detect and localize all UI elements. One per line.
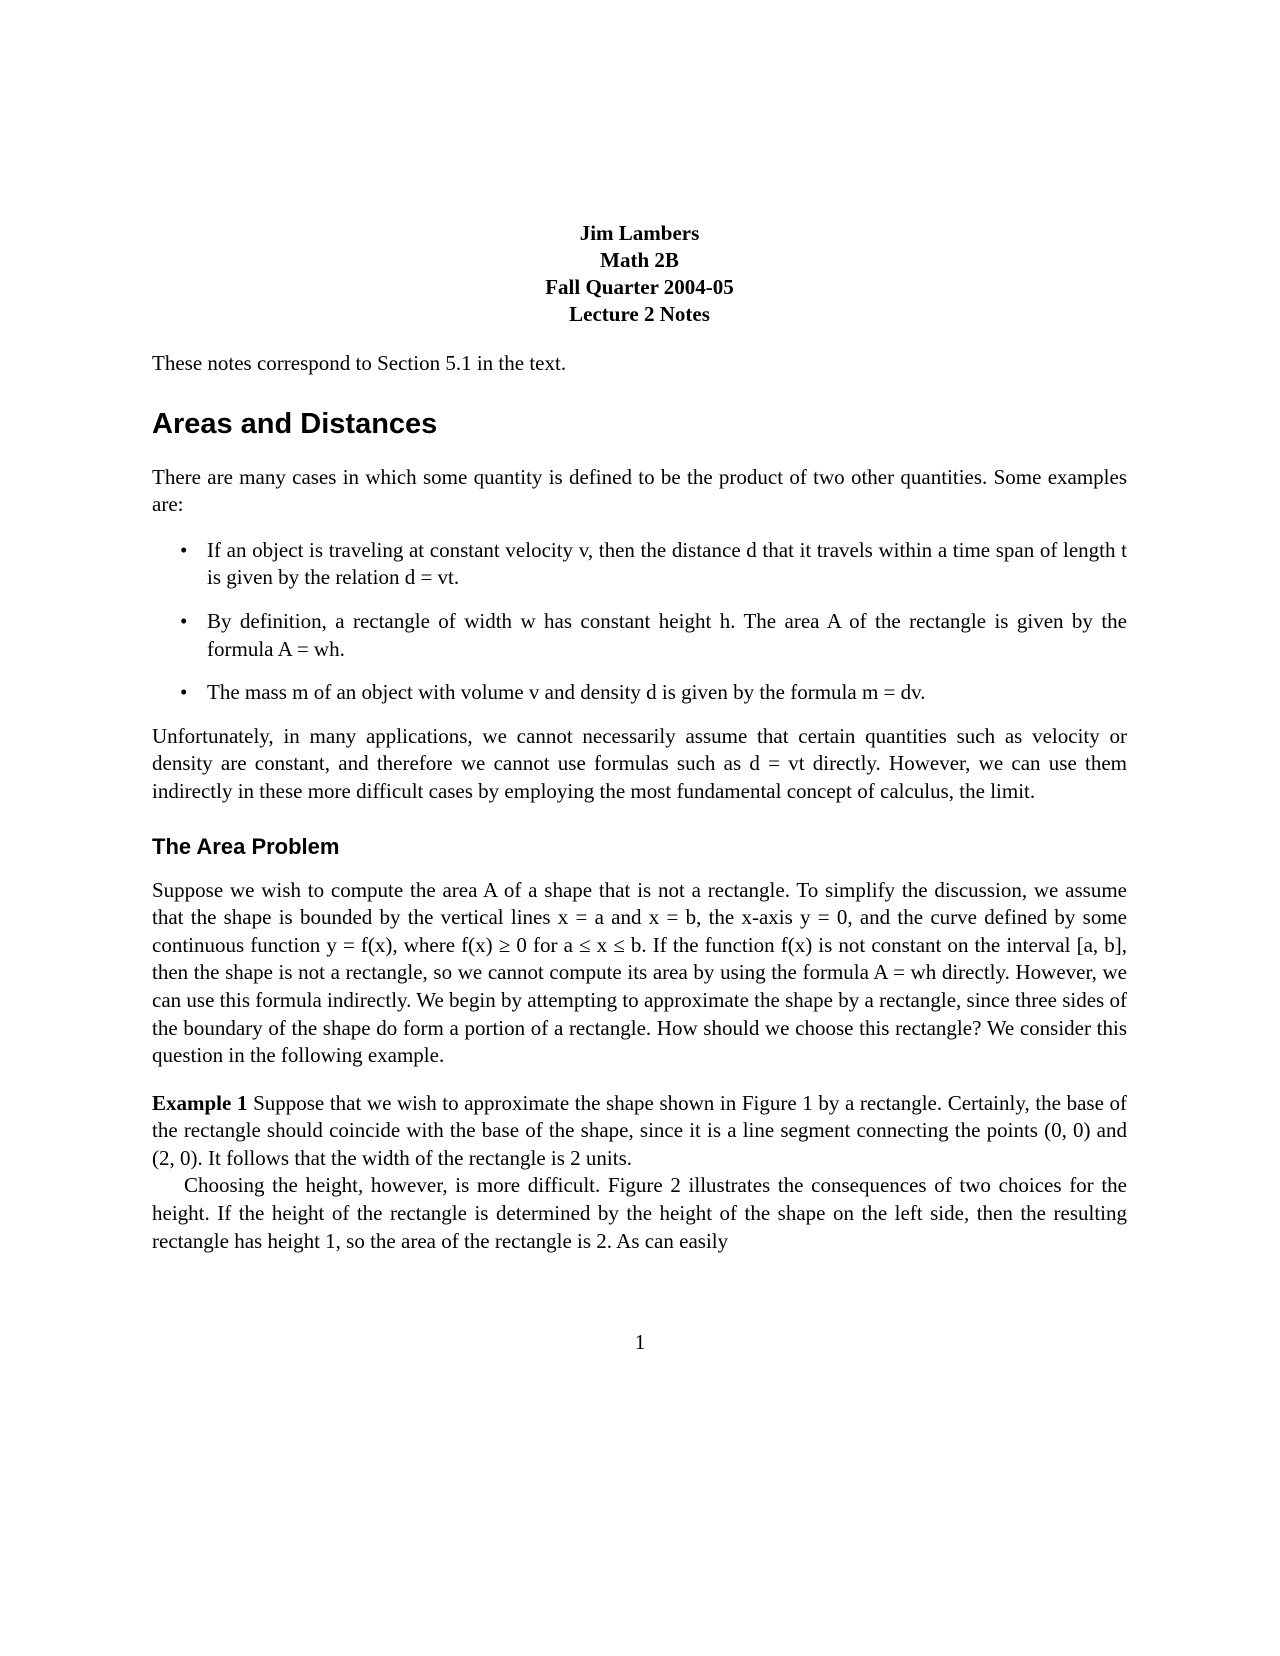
list-item-text: The mass m of an object with volume v and density d is given by the formula m = dv. xyxy=(207,680,926,705)
page-number: 1 xyxy=(634,1330,646,1354)
lecture-title: Lecture 2 Notes xyxy=(569,302,710,326)
subsection-title: The Area Problem xyxy=(152,833,340,859)
intro-text: These notes correspond to Section 5.1 in the text. xyxy=(152,351,567,375)
section-title: Areas and Distances xyxy=(152,407,438,440)
term-name: Fall Quarter 2004-05 xyxy=(545,275,734,299)
list-item xyxy=(152,608,1127,663)
example-label: Example 1 xyxy=(152,1090,248,1115)
example-text: Suppose that we wish to approximate the shape shown in Figure 1 by a rectangle. Certainly, the base of the rectangle should coincide with the base of the shape, since it is a line segment connecting the points (0, 0) and (2, 0). It follows that the width of the rectangle is 2 units. xyxy=(152,1090,1128,1170)
examples-list xyxy=(152,537,1127,707)
document-page xyxy=(152,220,1127,1255)
course-name: Math 2B xyxy=(600,248,679,272)
list-item xyxy=(152,537,1127,592)
list-item xyxy=(152,679,1127,707)
example-paragraph xyxy=(152,1090,1127,1173)
section-intro: There are many cases in which some quantity is defined to be the product of two other quantities. Some examples are: xyxy=(152,464,1127,517)
list-item-text: If an object is traveling at constant velocity v, then the distance d that it travels within a time span of length t is given by the relation d = vt. xyxy=(207,537,1127,590)
bullet-icon: • xyxy=(180,537,188,562)
bullet-icon: • xyxy=(180,608,188,633)
list-item-text: By definition, a rectangle of width w has constant height h. The area A of the rectangle is given by the formula A = wh. xyxy=(207,608,1127,661)
author-name: Jim Lambers xyxy=(579,221,700,245)
area-paragraph: Suppose we wish to compute the area A of a shape that is not a rectangle. To simplify the discussion, we assume that the shape is bounded by the vertical lines x = a and x = b, the x-axis y = 0, and the curve defined by some continuous function y = f(x), where f(x) ≥ 0 for a ≤ x ≤ b. If the function f(x) is not constant on the interval [a, b], then the shape is not a rectangle, so we cannot compute its area by using the formula A = wh directly. However, we can use this formula indirectly. We begin by attempting to approximate the shape by a rectangle, since three sides of the boundary of the shape do form a portion of a rectangle. How should we choose this rectangle? We consider this question in the following example. xyxy=(152,877,1127,1068)
limit-paragraph: Unfortunately, in many applications, we cannot necessarily assume that certain quantities such as velocity or density are constant, and therefore we cannot use formulas such as d = vt directly. However, we can use them indirectly in these more difficult cases by employing the most fundamental concept of calculus, the limit. xyxy=(152,723,1127,803)
document-header xyxy=(152,220,1127,328)
example-continuation: Choosing the height, however, is more difficult. Figure 2 illustrates the consequences of two choices for the height. If the height of the rectangle is determined by the height of the shape on the left side, then the resulting rectangle has height 1, so the area of the rectangle is 2. As can easily xyxy=(152,1173,1127,1253)
bullet-icon: • xyxy=(180,680,188,705)
